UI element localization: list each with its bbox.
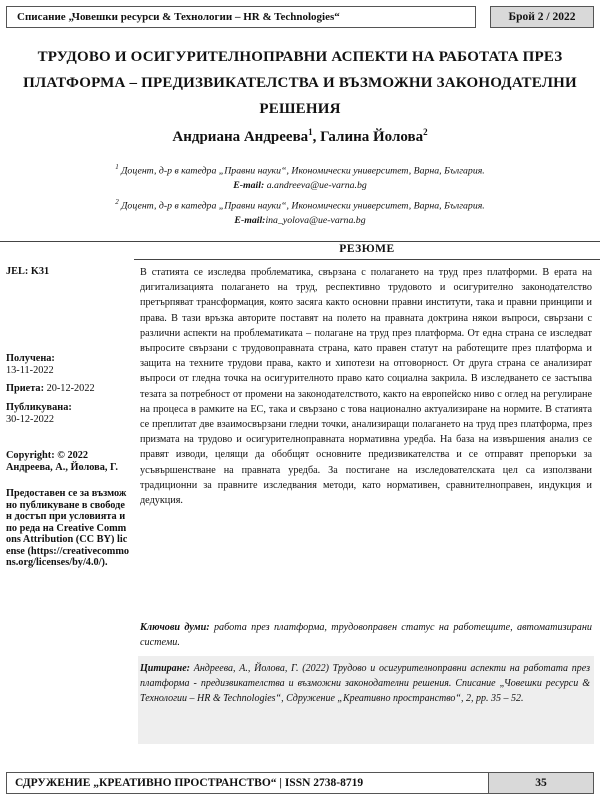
license-text[interactable]: Предоставен се за възможно публикуване в свободен достъп при условията и по реда на Creative Commons Attribution (CC BY) license (https://creativecommons.org/licenses/by/4.0/).	[6, 488, 130, 568]
published	[6, 402, 130, 425]
jel-code-text: JEL: K31	[6, 266, 50, 277]
citation-text: Андреева, А., Йолова, Г. (2022) Трудово и осигурителноправни аспекти на работата през платформа - предизвикателства и възможни законодателни решения. Списание „Човешки ресурси & Технологии – HR & Technologies“, Сдружение „Креативно пространство“, 2, pp. 35 – 52.	[140, 663, 590, 704]
keywords-label: Ключови думи:	[140, 622, 210, 633]
affiliation-1-text: Доцент, д-р в катедра „Правни науки“, Икономически университет, Варна, България.	[118, 165, 485, 177]
citation	[140, 661, 590, 706]
affiliation-2	[40, 195, 560, 228]
accepted-date: 20-12-2022	[44, 383, 95, 394]
author-1: Андриана Андреева	[172, 129, 309, 145]
issue-number: Брой 2 / 2022	[490, 6, 594, 28]
page-number: 35	[488, 773, 593, 793]
jel-code	[6, 266, 130, 278]
keywords-text: работа през платформа, трудовоправен статус на работещите, автоматизирани системи.	[140, 622, 593, 648]
keywords	[140, 620, 592, 650]
affiliation-2-text: Доцент, д-р в катедра „Правни науки“, Икономически университет, Варна, България.	[118, 200, 485, 212]
affiliation-1	[40, 160, 560, 193]
received	[6, 353, 130, 376]
copyright	[6, 450, 130, 473]
email-2[interactable]: ina_yolova@ue-varna.bg	[265, 215, 366, 227]
article-title: ТРУДОВО И ОСИГУРИТЕЛНОПРАВНИ АСПЕКТИ НА РАБОТАТА ПРЕЗ ПЛАТФОРМА – ПРЕДИЗВИКАТЕЛСТВА И ВЪЗМОЖНИ ЗАКОНОДАТЕЛНИ РЕШЕНИЯ	[23, 49, 577, 117]
affiliation-1-sup: 1	[115, 163, 119, 171]
footer-organization: СДРУЖЕНИЕ „КРЕАТИВНО ПРОСТРАНСТВО“ | ISSN 2738-8719	[15, 777, 364, 789]
page-footer	[6, 772, 594, 794]
license	[6, 488, 130, 569]
journal-header	[6, 6, 594, 28]
abstract-text: В статията се изследва проблематика, свързана с полагането на труд през платформи. В ерата на дигитализацията полагането на труд, респективно трудовото и осигурително законодателство претърпяват трансформация, която засяга както основни правни институти, така и правни принципи и права. В тази връзка авторите поставят на полето на правната доктрина някои въпроси, свързани с различни аспекти на проблематиката – полагане на труд през платформа. От една страна се изследват въпросите свързани с трудовоправната страна, като правен статут на работещите през платформа и защита на техните трудови права, както и хипотези на отговорност. От друга страна се анализират въпроси от гледна точка на осигурителното право като социална закрила. В изследването се застъпва тезата за потребност от промени на законодателството, както на европейско ниво с оглед на регулиране на процеса в рамките на ЕС, така и свързано с това национално актуализиране на нормите. В статията се преплитат две взаимосвързани гледни точки, анализиращи полагането на труд през платформа, през призмата на трудово и осигурителноправната нормативна уредба. На база на извършения анализ се правят изводи, целящи да обобщят основните предизвикателства и се отправят препоръки за усъвършенстване на правната уредба. За постигане на изследователската цел са използвани традиционни за правните изследвания методи, като нормативен, сравнителноправен, индукция и дедукция.	[140, 267, 592, 507]
accepted	[6, 383, 130, 395]
journal-name: Списание „Човешки ресурси & Технологии – HR & Technologies“	[6, 6, 476, 28]
author-2-sup: 2	[423, 127, 428, 137]
author-1-sup: 1	[308, 127, 313, 137]
published-date: 30-12-2022	[6, 413, 55, 425]
authors	[0, 127, 600, 146]
published-label: Публикувана:	[6, 402, 72, 413]
accepted-label: Приета:	[6, 383, 44, 394]
email-1[interactable]: a.andreeva@ue-varna.bg	[264, 180, 367, 192]
affiliation-2-sup: 2	[115, 198, 119, 206]
email-1-label: E-mail:	[233, 180, 265, 192]
divider-top	[0, 241, 600, 242]
resume-heading: РЕЗЮМЕ	[339, 243, 395, 255]
received-date: 13-11-2022	[6, 364, 54, 376]
citation-label: Цитиране:	[140, 663, 190, 674]
author-2: Галина Йолова	[320, 129, 424, 145]
author-separator: ,	[312, 129, 321, 145]
divider-resume	[134, 259, 600, 260]
copyright-text: Copyright: © 2022 Андреева, А., Йолова, Г.	[6, 450, 118, 473]
received-label: Получена:	[6, 353, 55, 364]
email-2-label: E-mail:	[234, 215, 266, 227]
